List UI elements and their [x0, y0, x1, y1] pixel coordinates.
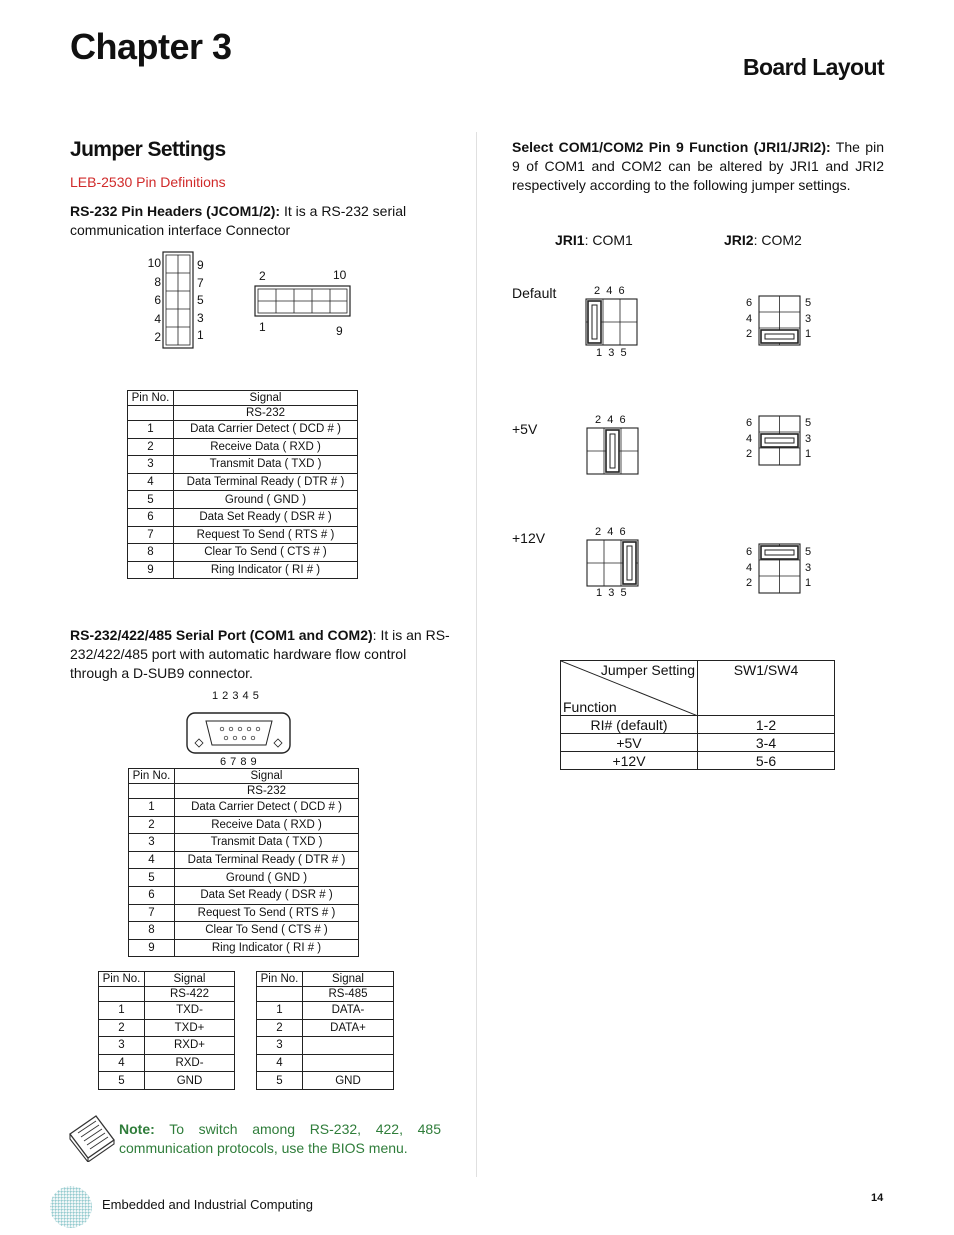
jri1-default-top-labels: 2 4 6	[594, 285, 625, 297]
pin-label: 6	[154, 293, 161, 308]
jri2-5v-left-labels	[746, 416, 752, 463]
pin-cell: 4	[129, 851, 175, 869]
pin-label: 3	[805, 561, 812, 574]
pin-cell: 5	[128, 491, 174, 509]
pin-cell: 2	[257, 1019, 303, 1037]
footer-company-text: Embedded and Industrial Computing	[102, 1197, 314, 1212]
pin-label: 1	[197, 328, 204, 343]
table-row	[257, 1054, 394, 1072]
rs232-subheader: RS-232	[175, 784, 359, 799]
rs232-header-pin-table	[127, 390, 358, 579]
jri2-name: JRI2	[724, 232, 754, 248]
pin-cell: 1	[257, 1002, 303, 1020]
jri1-default-jumper	[585, 298, 639, 348]
pin-label: 3	[805, 312, 812, 325]
table-row	[561, 752, 835, 770]
rs422-subheader: RS-422	[145, 987, 235, 1002]
pin-cell: 3	[129, 834, 175, 852]
note-text	[119, 1120, 441, 1158]
pin-label: 2	[154, 330, 161, 345]
pin-no-header: Pin No.	[99, 972, 145, 987]
dsub-bottom-pin-labels: 6 7 8 9	[220, 756, 258, 768]
header-pin-label-2: 2	[259, 269, 266, 283]
pin-label: 6	[746, 297, 753, 309]
table-row	[128, 526, 358, 544]
signal-cell: Data Set Ready ( DSR # )	[174, 508, 358, 526]
pin-label: 4	[154, 311, 161, 326]
pin-label: 5	[805, 297, 812, 309]
chapter-title: Chapter 3	[70, 26, 232, 67]
empty-cell	[128, 406, 174, 421]
signal-header: Signal	[175, 769, 359, 784]
signal-cell: Ground ( GND )	[174, 491, 358, 509]
pin-label: 10	[147, 256, 161, 270]
pin-cell: 2	[99, 1019, 145, 1037]
pin-label: 3	[197, 310, 204, 325]
signal-cell: Clear To Send ( CTS # )	[174, 544, 358, 562]
com-port-text: : It is an RS-232/422/485 port with automatic hardware flow control through a D-SUB9 connector.	[70, 627, 450, 681]
table-row	[257, 1037, 394, 1055]
table-row	[128, 421, 358, 439]
table-row	[561, 734, 835, 752]
table-row	[99, 1019, 235, 1037]
sw-header: SW1/SW4	[698, 661, 835, 716]
value-cell: 5-6	[698, 752, 835, 770]
signal-cell: Data Carrier Detect ( DCD # )	[175, 799, 359, 817]
pin-label: 6	[746, 546, 753, 558]
signal-cell: Data Carrier Detect ( DCD # )	[174, 421, 358, 439]
signal-cell	[303, 1054, 394, 1072]
rs232-header-label: RS-232 Pin Headers (JCOM1/2):	[70, 203, 281, 219]
horizontal-pin-header-diagram	[254, 284, 352, 320]
jri2-desc: : COM2	[753, 232, 802, 248]
pin-label: 4	[746, 561, 753, 574]
jri2-5v-jumper	[758, 415, 802, 467]
table-row	[129, 886, 359, 904]
pin-cell: 1	[99, 1002, 145, 1020]
pin-cell: 9	[129, 939, 175, 957]
pin-label: 1	[805, 577, 812, 589]
table-row	[129, 922, 359, 940]
signal-header: Signal	[174, 391, 358, 406]
pin-cell: 1	[128, 421, 174, 439]
pin-label: 2	[746, 328, 753, 340]
signal-cell: Transmit Data ( TXD )	[175, 834, 359, 852]
jri2-default-jumper	[758, 295, 802, 347]
header-pin-label-1: 1	[259, 320, 266, 334]
table-row	[129, 904, 359, 922]
jri2-default-left-labels	[746, 296, 752, 343]
pin-cell: 9	[128, 561, 174, 579]
vertical-odd-pin-labels	[197, 257, 204, 345]
signal-cell: GND	[145, 1072, 235, 1090]
rs485-pin-table	[256, 971, 394, 1090]
signal-cell: Data Set Ready ( DSR # )	[175, 886, 359, 904]
pin-cell: 3	[99, 1037, 145, 1055]
header-pin-label-10: 10	[333, 268, 347, 282]
pin-label: 8	[154, 274, 161, 289]
pin-label: 2	[746, 577, 753, 589]
function-cell: +5V	[561, 734, 698, 752]
pin-cell: 3	[128, 456, 174, 474]
pin-label: 1	[805, 448, 812, 460]
jri2-label	[724, 232, 802, 248]
company-logo-icon	[48, 1184, 94, 1230]
table-row	[99, 1037, 235, 1055]
signal-cell: Receive Data ( RXD )	[174, 438, 358, 456]
pin-label: 9	[197, 258, 204, 272]
select-pin9-text: The pin 9 of COM1 and COM2 can be altered by JRI1 and JRI2 respectively according to the following jumper settings.	[512, 139, 884, 193]
jri2-12v-left-labels	[746, 545, 752, 592]
jri1-5v-top-labels: 2 4 6	[595, 414, 626, 426]
pin-cell: 8	[129, 922, 175, 940]
row-label-5v: +5V	[512, 421, 538, 437]
jumper-settings-heading: Jumper Settings	[70, 138, 226, 161]
jri1-name: JRI1	[555, 232, 585, 248]
rs422-pin-table	[98, 971, 235, 1090]
note-icon	[66, 1112, 118, 1162]
signal-cell: TXD+	[145, 1019, 235, 1037]
empty-cell	[129, 784, 175, 799]
rs485-subheader: RS-485	[303, 987, 394, 1002]
signal-cell	[303, 1037, 394, 1055]
pin-label: 5	[805, 417, 812, 429]
row-label-default: Default	[512, 285, 557, 301]
jri1-12v-top-labels: 2 4 6	[595, 526, 626, 538]
pin-cell: 5	[129, 869, 175, 887]
jri1-label	[555, 232, 633, 248]
section-title: Board Layout	[742, 54, 884, 80]
column-divider	[476, 132, 477, 1177]
signal-cell: Data Terminal Ready ( DTR # )	[174, 473, 358, 491]
jumper-setting-table	[560, 660, 835, 770]
pin-label: 7	[197, 275, 204, 290]
diagonal-header-cell	[561, 661, 698, 716]
table-row	[128, 491, 358, 509]
com-port-label: RS-232/422/485 Serial Port (COM1 and COM2)	[70, 627, 373, 643]
pin-cell: 2	[129, 816, 175, 834]
table-row	[128, 544, 358, 562]
page-number: 14	[871, 1192, 884, 1204]
function-cell: +12V	[561, 752, 698, 770]
rs232-subheader: RS-232	[174, 406, 358, 421]
note-body: To switch among RS-232, 422, 485 communication protocols, use the BIOS menu.	[119, 1121, 441, 1156]
table-row	[129, 869, 359, 887]
select-pin9-label: Select COM1/COM2 Pin 9 Function (JRI1/JRI2):	[512, 139, 831, 155]
pin-no-header: Pin No.	[128, 391, 174, 406]
pin-definitions-subtitle: LEB-2530 Pin Definitions	[70, 174, 226, 190]
signal-cell: Transmit Data ( TXD )	[174, 456, 358, 474]
pin-label: 6	[746, 417, 753, 429]
table-row	[128, 438, 358, 456]
pin-cell: 4	[99, 1054, 145, 1072]
pin-cell: 5	[99, 1072, 145, 1090]
dsub-top-pin-labels: 1 2 3 4 5	[212, 690, 260, 702]
vertical-even-pin-labels	[147, 254, 161, 347]
jumper-setting-label: Jumper Setting	[600, 662, 695, 678]
jri1-5v-jumper	[586, 427, 640, 477]
pin-cell: 6	[128, 508, 174, 526]
rs232-header-text: It is a RS-232 serial communication interface Connector	[70, 203, 407, 238]
table-row	[257, 1019, 394, 1037]
signal-cell: Ring Indicator ( RI # )	[174, 561, 358, 579]
signal-cell: Data Terminal Ready ( DTR # )	[175, 851, 359, 869]
signal-cell: Ground ( GND )	[175, 869, 359, 887]
pin-label: 3	[805, 432, 812, 445]
pin-cell: 1	[129, 799, 175, 817]
pin-label: 5	[805, 546, 812, 558]
rs232-com-pin-table	[128, 768, 359, 957]
signal-cell: Clear To Send ( CTS # )	[175, 922, 359, 940]
pin-no-header: Pin No.	[257, 972, 303, 987]
pin-cell: 6	[129, 886, 175, 904]
row-label-12v: +12V	[512, 530, 546, 546]
value-cell: 1-2	[698, 716, 835, 734]
pin-label: 2	[746, 448, 753, 460]
table-row	[99, 1054, 235, 1072]
table-row	[99, 1072, 235, 1090]
jri2-12v-jumper	[758, 543, 802, 595]
jri1-12v-jumper	[586, 539, 640, 589]
pin-label: 4	[746, 312, 753, 325]
table-row	[128, 456, 358, 474]
pin-label: 5	[197, 293, 204, 308]
table-row	[129, 939, 359, 957]
jri2-default-right-labels	[805, 296, 811, 343]
signal-cell: Ring Indicator ( RI # )	[175, 939, 359, 957]
table-row	[129, 799, 359, 817]
signal-cell: GND	[303, 1072, 394, 1090]
function-cell: RI# (default)	[561, 716, 698, 734]
select-pin9-description	[512, 138, 884, 195]
dsub9-connector-icon	[186, 711, 292, 755]
empty-cell	[99, 987, 145, 1002]
signal-header: Signal	[145, 972, 235, 987]
table-row	[129, 834, 359, 852]
pin-cell: 8	[128, 544, 174, 562]
table-row	[128, 561, 358, 579]
empty-cell	[257, 987, 303, 1002]
table-row	[128, 473, 358, 491]
pin-cell: 4	[257, 1054, 303, 1072]
table-row	[99, 1002, 235, 1020]
pin-cell: 5	[257, 1072, 303, 1090]
signal-cell: RXD-	[145, 1054, 235, 1072]
signal-header: Signal	[303, 972, 394, 987]
rs232-header-description	[70, 202, 450, 240]
jri2-12v-right-labels	[805, 545, 811, 592]
pin-label: 4	[746, 432, 753, 445]
jri1-default-bottom-labels: 1 3 5	[596, 347, 627, 359]
pin-cell: 3	[257, 1037, 303, 1055]
pin-cell: 7	[128, 526, 174, 544]
pin-label: 1	[805, 328, 812, 340]
jri2-5v-right-labels	[805, 416, 811, 463]
pin-no-header: Pin No.	[129, 769, 175, 784]
signal-cell: DATA-	[303, 1002, 394, 1020]
table-row	[561, 716, 835, 734]
pin-cell: 7	[129, 904, 175, 922]
table-row	[128, 508, 358, 526]
note-label: Note:	[119, 1121, 155, 1137]
signal-cell: Request To Send ( RTS # )	[174, 526, 358, 544]
jri1-12v-bottom-labels: 1 3 5	[596, 587, 627, 599]
signal-cell: Receive Data ( RXD )	[175, 816, 359, 834]
value-cell: 3-4	[698, 734, 835, 752]
table-row	[129, 816, 359, 834]
pin-cell: 2	[128, 438, 174, 456]
signal-cell: TXD-	[145, 1002, 235, 1020]
table-row	[129, 851, 359, 869]
table-row	[257, 1072, 394, 1090]
header-pin-label-9: 9	[336, 324, 343, 338]
table-row	[257, 1002, 394, 1020]
jri1-desc: : COM1	[584, 232, 633, 248]
pin-cell: 4	[128, 473, 174, 491]
com-port-description	[70, 626, 450, 683]
function-label: Function	[563, 699, 617, 715]
signal-cell: Request To Send ( RTS # )	[175, 904, 359, 922]
signal-cell: RXD+	[145, 1037, 235, 1055]
signal-cell: DATA+	[303, 1019, 394, 1037]
